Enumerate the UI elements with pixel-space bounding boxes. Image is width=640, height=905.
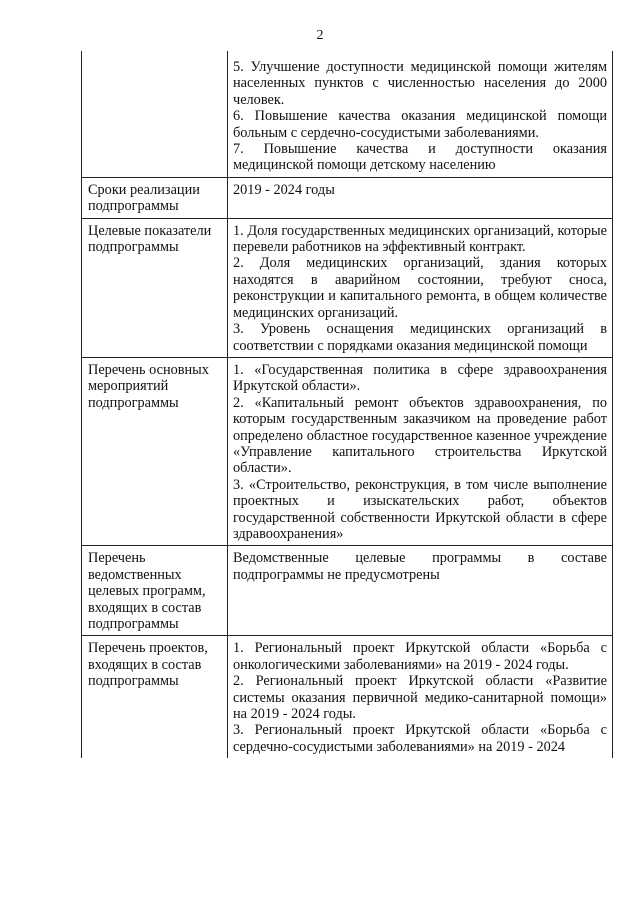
row-content	[228, 177, 613, 218]
list-item: 2. Доля медицинских организаций, здания которых находятся в аварийном состоянии, требуют сноса, реконструкции и капитального ремонта, в общем количестве медицинских организаций.	[233, 255, 607, 321]
list-item: 2019 - 2024 годы	[233, 181, 335, 198]
table-row	[82, 177, 613, 218]
list-item: 1. «Государственная политика в сфере здравоохранения Иркутской области».	[233, 361, 607, 395]
table-row	[82, 218, 613, 357]
row-label: Сроки реализации подпрограммы	[82, 177, 228, 218]
list-item: 2. Региональный проект Иркутской области «Развитие системы оказания первичной медико-санитарной помощи» на 2019 - 2024 годы.	[233, 673, 607, 723]
list-item: 3. Уровень оснащения медицинских организаций в соответствии с порядками оказания медицинской помощи	[233, 321, 607, 354]
list-item: 1. Региональный проект Иркутской области «Борьба с онкологическими заболеваниями» на 2019 - 2024 годы.	[233, 640, 607, 673]
row-content	[228, 636, 613, 759]
list-item: 7. Повышение качества и доступности оказания медицинской помощи детскому населению	[233, 141, 607, 174]
row-label: Перечень ведомственных целевых программ, входящих в состав подпрограммы	[82, 546, 228, 636]
subprogram-passport-table	[81, 51, 613, 758]
table-row	[82, 51, 613, 177]
row-label: Целевые показатели подпрограммы	[82, 218, 228, 357]
page-number: 2	[316, 28, 324, 43]
row-content	[228, 546, 613, 636]
list-item: 6. Повышение качества оказания медицинской помощи больным с сердечно-сосудистыми заболеваниями.	[233, 108, 607, 141]
list-item: 3. «Строительство, реконструкция, в том числе выполнение проектных и изыскательских работ, объектов государственной собственности Иркутской области в сфере здравоохранения»	[233, 476, 607, 542]
row-content	[228, 51, 613, 177]
row-content	[228, 218, 613, 357]
list-item: 1. Доля государственных медицинских организаций, которые перевели работников на эффективный контракт.	[233, 222, 607, 256]
row-label: Перечень основных мероприятий подпрограммы	[82, 357, 228, 545]
row-content	[228, 357, 613, 545]
table-row	[82, 546, 613, 636]
list-item: 2. «Капитальный ремонт объектов здравоохранения, по которым государственным заказчиком на проведение работ определено областное государственное казенное учреждение «Управление капитального строительства Иркутской области».	[233, 394, 607, 477]
list-item: 3. Региональный проект Иркутской области «Борьба с сердечно-сосудистыми заболеваниями» на 2019 - 2024	[233, 722, 607, 755]
table-row	[82, 357, 613, 545]
table-row	[82, 636, 613, 759]
row-label: Перечень проектов, входящих в состав подпрограммы	[82, 636, 228, 759]
list-item: Ведомственные целевые программы в составе подпрограммы не предусмотрены	[233, 550, 607, 583]
list-item: 5. Улучшение доступности медицинской помощи жителям населенных пунктов с численностью населения до 2000 человек.	[233, 59, 607, 108]
row-label	[82, 51, 228, 177]
